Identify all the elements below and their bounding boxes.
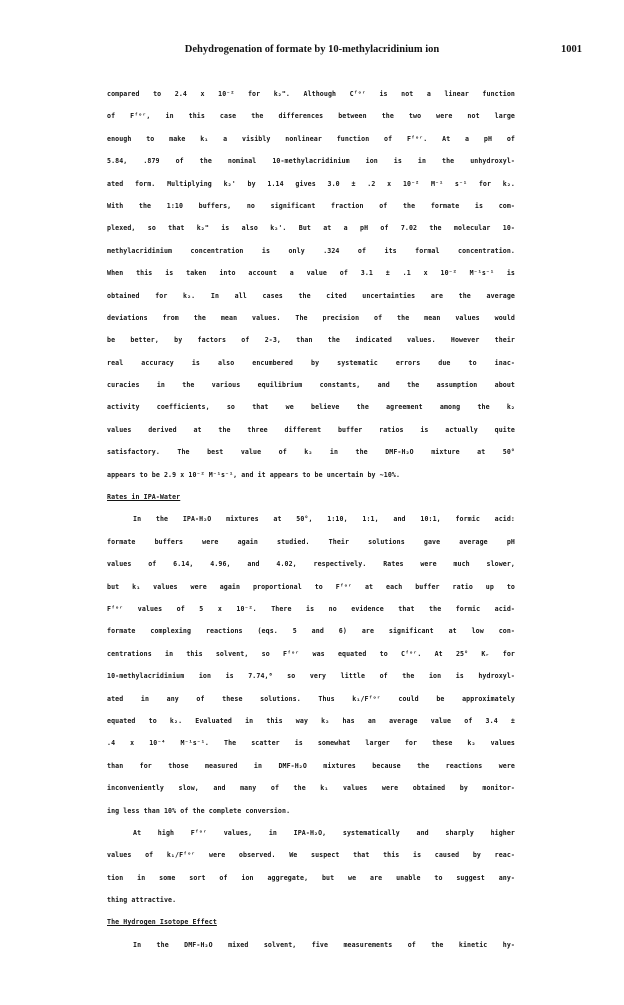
text-line: thing attractive. [107,896,177,905]
section-heading-ipa-water: Rates in IPA-Water [107,493,181,502]
text-line: values of k₁/Fᶠᵒʳ were observed. We suspect that this is caused by reac- [107,851,515,860]
text-line: of Fᶠᵒʳ, in this case the differences between the two were not large [107,112,515,121]
text-line: At high Fᶠᵒʳ values, in IPA-H₂O, systematically and sharply higher [133,828,515,837]
text-line: When this is taken into account a value of 3.1 ± .1 x 10⁻² M⁻¹s⁻¹ is [107,269,515,278]
text-line: activity coefficients, so that we believe the agreement among the k₂ [107,403,515,412]
text-line: methylacridinium concentration is only .324 of its formal concentration. [107,246,515,255]
text-line: curacies in the various equilibrium constants, and the assumption about [107,381,515,390]
text-line: .4 x 10⁻⁴ M⁻¹s⁻¹. The scatter is somewhat larger for these k₂ values [107,739,515,748]
text-line: With the 1:10 buffers, no significant fraction of the formate is com- [107,201,515,210]
text-line: ated in any of these solutions. Thus k₁/Fᶠᵒʳ could be approximately [107,694,515,703]
text-line: enough to make k₁ a visibly nonlinear function of Fᶠᵒʳ. At a pH of [107,134,515,143]
text-line: values of 6.14, 4.96, and 4.02, respectively. Rates were much slower, [107,560,515,569]
text-line: In the DMF-H₂O mixed solvent, five measurements of the kinetic hy- [133,940,515,949]
text-line: centrations in this solvent, so Fᶠᵒʳ was equated to Cᶠᵒʳ. At 25° Kᵣ for [107,649,515,658]
text-line: than for those measured in DMF-H₂O mixtures because the reactions were [107,761,515,770]
text-line: satisfactory. The best value of k₂ in the DMF-H₂O mixture at 50° [107,448,515,457]
text-line: inconveniently slow, and many of the k₁ values were obtained by monitor- [107,784,515,793]
text-line: real accuracy is also encumbered by systematic errors due to inac- [107,358,515,367]
text-line: deviations from the mean values. The precision of the mean values would [107,313,515,322]
page-number: 1001 [561,44,582,55]
text-line: compared to 2.4 x 10⁻² for k₂". Although Cᶠᵒʳ is not a linear function [107,90,515,98]
text-line: ated form. Multiplying k₂' by 1.14 gives 3.0 ± .2 x 10⁻² M⁻¹ s⁻¹ for k₂. [107,179,515,188]
text-line: 10-methylacridinium ion is 7.74,⁶ so very little of the ion is hydroxyl- [107,672,515,681]
text-line: equated to k₂. Evaluated in this way k₂ has an average value of 3.4 ± [107,716,515,725]
section-heading-isotope-effect: The Hydrogen Isotope Effect [107,918,217,927]
text-line: values derived at the three different buffer ratios is actually quite [107,425,515,434]
text-line: formate buffers were again studied. Their solutions gave average pH [107,537,515,546]
text-line: In the IPA-H₂O mixtures at 50°, 1:10, 1:1, and 10:1, formic acid: [133,515,515,524]
text-line: formate complexing reactions (eqs. 5 and 6) are significant at low con- [107,627,515,636]
text-line: ing less than 10% of the complete conversion. [107,806,291,815]
running-header [0,44,624,60]
text-line: be better, by factors of 2-3, than the indicated values. However their [107,336,515,345]
text-line: appears to be 2.9 x 10⁻² M⁻¹s⁻¹, and it appears to be uncertain by ~10%. [107,470,401,479]
running-title: Dehydrogenation of formate by 10-methylacridinium ion [184,44,440,55]
text-line: tion in some sort of ion aggregate, but we are unable to suggest any- [107,873,515,882]
text-line: obtained for k₂. In all cases the cited uncertainties are the average [107,291,515,300]
text-line: 5.84, .879 of the nominal 10-methylacridinium ion is in the unhydroxyl- [107,157,515,166]
text-line: Fᶠᵒʳ values of 5 x 10⁻². There is no evidence that the formic acid- [107,604,515,613]
text-line: but k₁ values were again proportional to Fᶠᵒʳ at each buffer ratio up to [107,582,515,591]
text-line: plexed, so that k₂" is also k₂'. But at a pH of 7.02 the molecular 10- [107,224,515,233]
body-text [107,83,515,956]
